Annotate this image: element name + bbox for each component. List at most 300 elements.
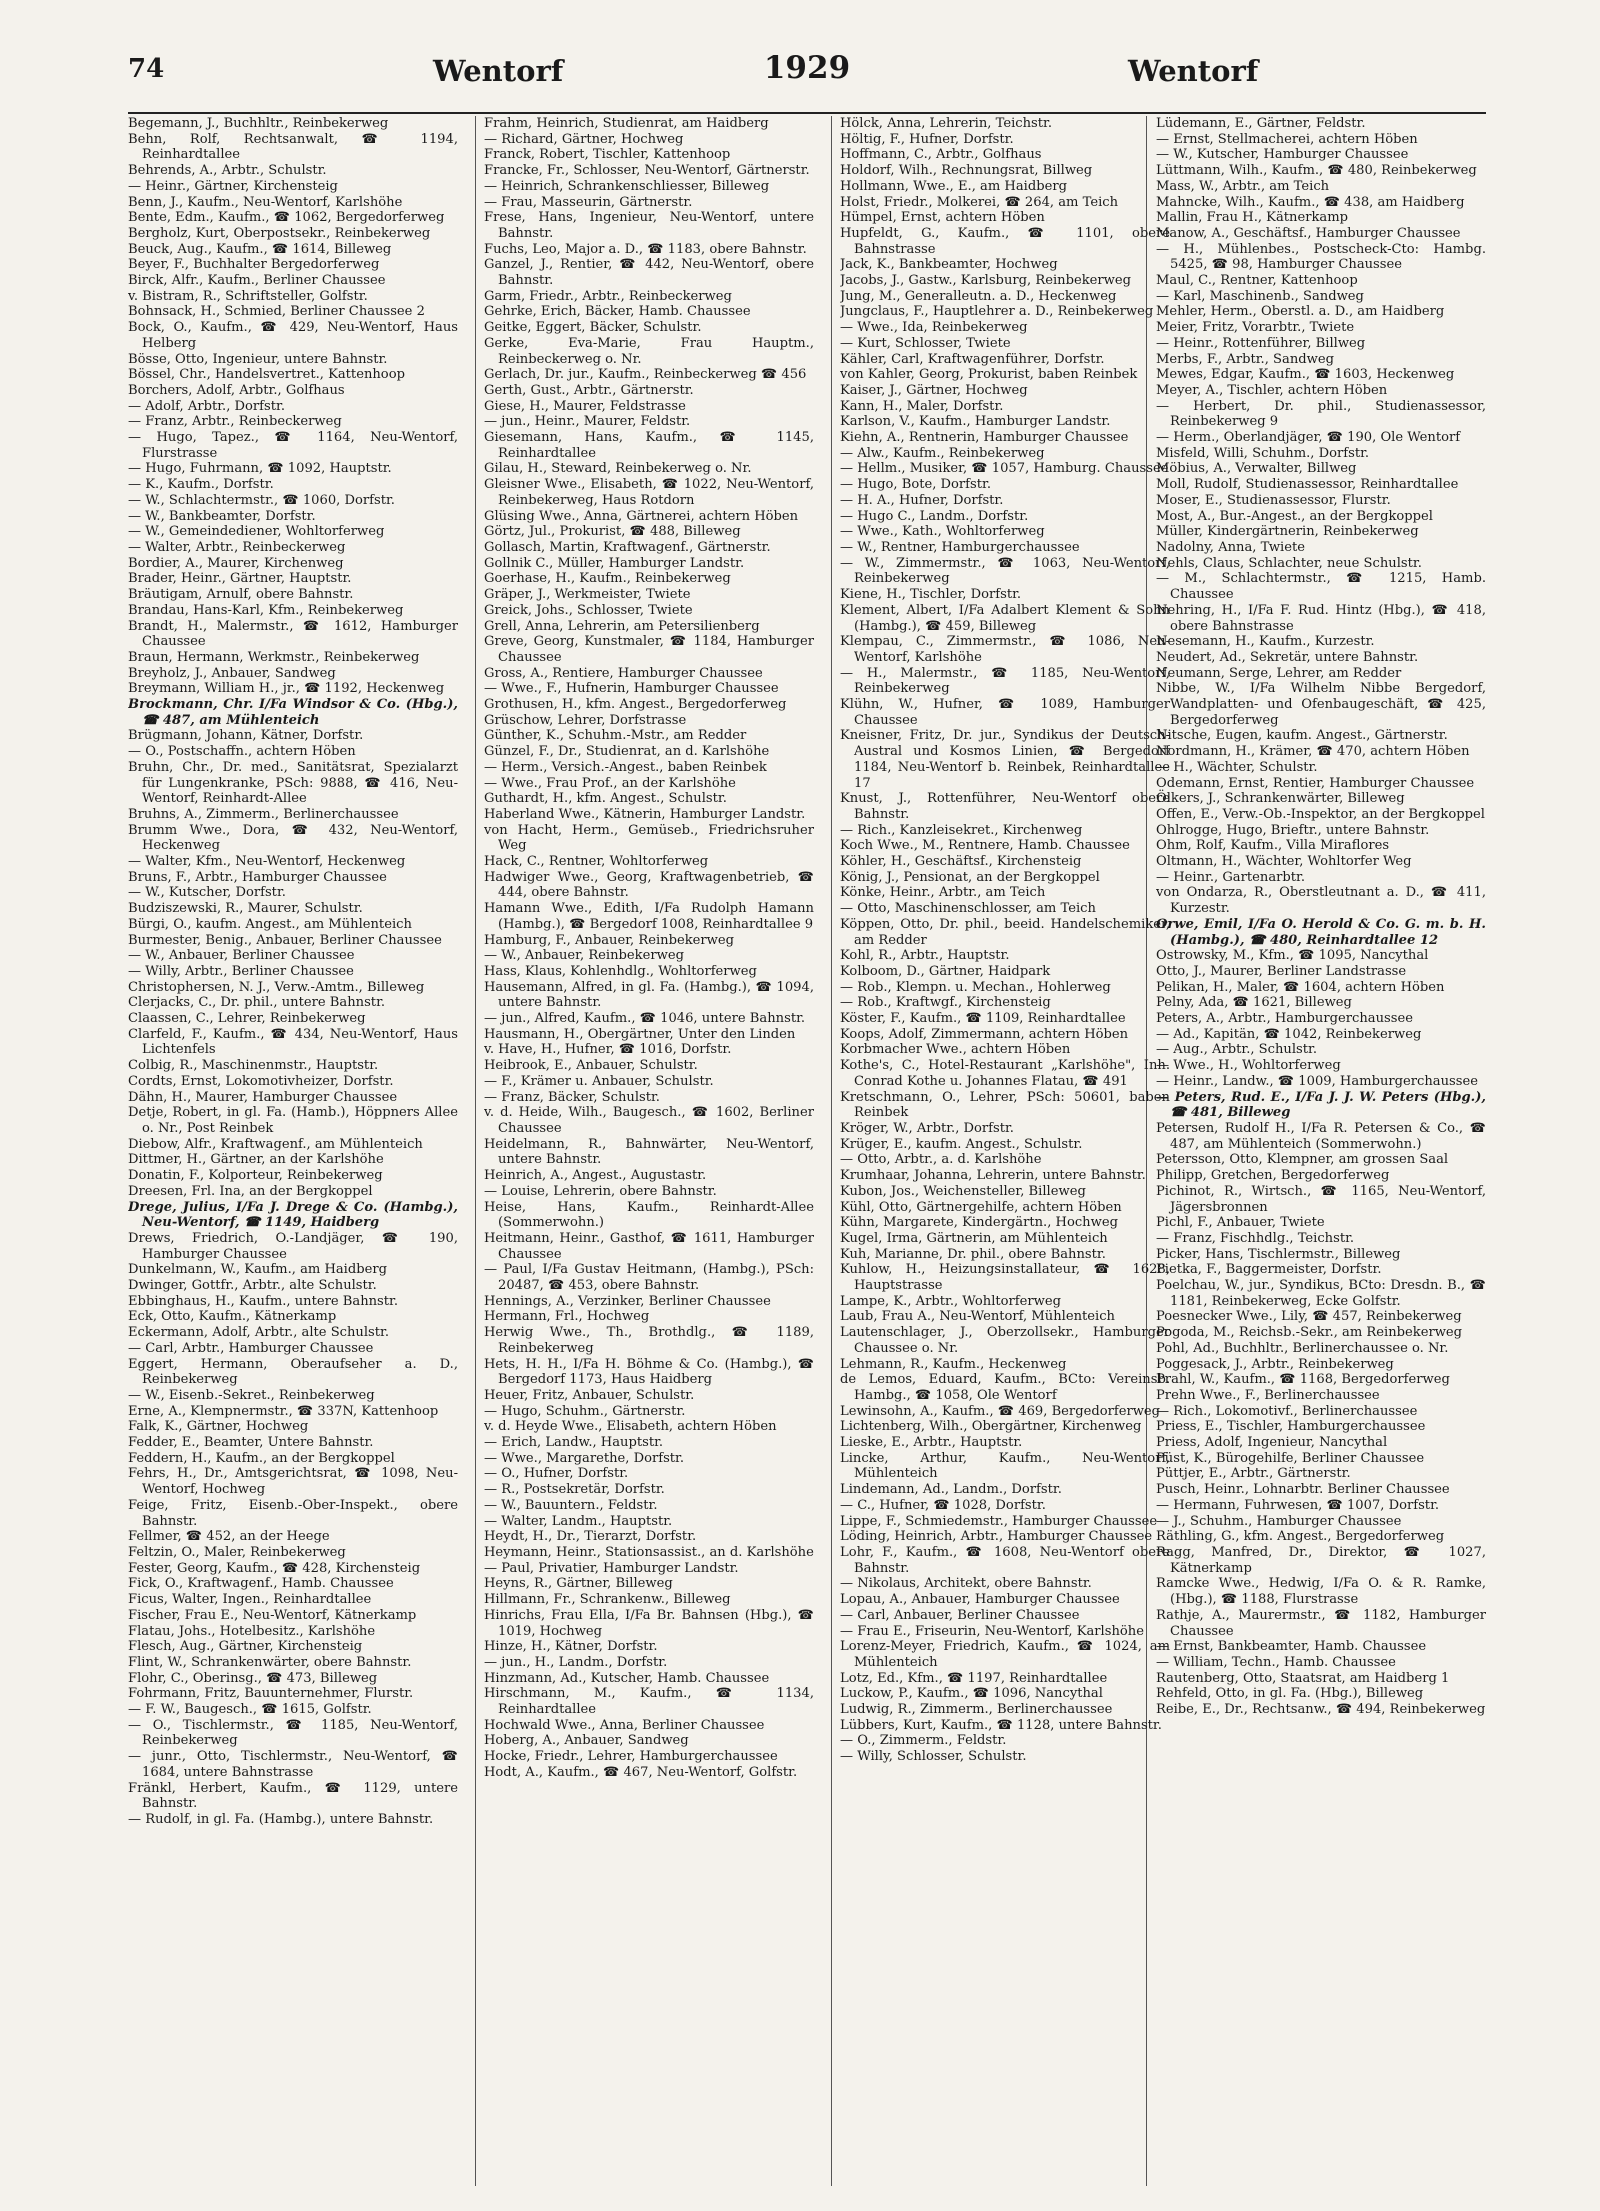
directory-entry: Lüdemann, E., Gärtner, Feldstr. xyxy=(1156,116,1366,131)
directory-entry: — Wwe., Ida, Reinbekerweg xyxy=(840,320,1028,336)
directory-entry: Lieske, E., Arbtr., Hauptstr. xyxy=(840,1435,1023,1451)
directory-entry: Günther, K., Schuhm.-Mstr., am Redder xyxy=(484,728,747,744)
directory-entry: Hupfeldt, G., Kaufm., ☎ 1101, obere Bahnstrasse xyxy=(840,225,1170,257)
directory-entry: Möbius, A., Verwalter, Billweg xyxy=(1156,461,1357,477)
directory-entry: v. Have, H., Hufner, ☎ 1016, Dorfstr. xyxy=(484,1042,732,1058)
directory-entry: Meyer, A., Tischler, achtern Höben xyxy=(1156,382,1388,398)
directory-entry: — H., Wächter, Schulstr. xyxy=(1156,759,1318,775)
directory-entry: Heidelmann, R., Bahnwärter, Neu-Wentorf, untere Bahnstr. xyxy=(484,1136,814,1168)
directory-entry: — O., Postschaffn., achtern Höben xyxy=(128,744,356,760)
directory-entry: Giesemann, Hans, Kaufm., ☎ 1145, Reinhardtallee xyxy=(484,430,814,461)
directory-entry: Heyns, R., Gärtner, Billeweg xyxy=(484,1576,673,1592)
directory-entry: — Adolf, Arbtr., Dorfstr. xyxy=(128,398,285,414)
directory-entry: Holdorf, Wilh., Rechnungsrat, Billweg xyxy=(840,163,1093,179)
directory-entry: Köhler, H., Geschäftsf., Kirchensteig xyxy=(840,854,1082,870)
directory-entry: — Rudolf, in gl. Fa. (Hambg.), untere Bahnstr. xyxy=(128,1811,434,1827)
directory-entry: Bohnsack, H., Schmied, Berliner Chaussee 2 xyxy=(128,304,425,320)
directory-entry: Krumhaar, Johanna, Lehrerin, untere Bahnstr. xyxy=(840,1168,1146,1184)
directory-entry: Orwe, Emil, I/Fa O. Herold & Co. G. m. b. H. (Hambg.), ☎ 480, Reinhardtallee 12 xyxy=(1156,916,1486,948)
directory-entry: Fick, O., Kraftwagenf., Hamb. Chaussee xyxy=(128,1576,394,1592)
directory-entry: Franck, Robert, Tischler, Kattenhoop xyxy=(484,147,731,163)
directory-entry: von Kahler, Georg, Prokurist, baben Reinbek xyxy=(840,367,1138,383)
directory-entry: — C., Hufner, ☎ 1028, Dorfstr. xyxy=(840,1497,1046,1513)
directory-entry: Neumann, Serge, Lehrer, am Redder xyxy=(1156,665,1402,681)
directory-entry: — Nikolaus, Architekt, obere Bahnstr. xyxy=(840,1576,1092,1592)
directory-entry: Lotz, Ed., Kfm., ☎ 1197, Reinhardtallee xyxy=(840,1670,1108,1686)
directory-entry: Kiene, H., Tischler, Dorfstr. xyxy=(840,587,1022,603)
directory-entry: — Kurt, Schlosser, Twiete xyxy=(840,335,1011,351)
directory-entry: Neudert, Ad., Sekretär, untere Bahnstr. xyxy=(1156,649,1419,665)
directory-entry: Hillmann, Fr., Schrankenw., Billeweg xyxy=(484,1592,731,1608)
directory-entry: Beuck, Aug., Kaufm., ☎ 1614, Billeweg xyxy=(128,241,392,257)
directory-entry: — Willy, Schlosser, Schulstr. xyxy=(840,1749,1027,1765)
directory-entry: — Ad., Kapitän, ☎ 1042, Reinbekerweg xyxy=(1156,1026,1422,1042)
directory-entry: — H. A., Hufner, Dorfstr. xyxy=(840,492,1004,508)
directory-entry: — Heinr., Gärtner, Kirchensteig xyxy=(128,178,338,194)
directory-entry: — Hugo C., Landm., Dorfstr. xyxy=(840,508,1029,524)
directory-entry: Merbs, F., Arbtr., Sandweg xyxy=(1156,351,1334,367)
directory-entry: Koops, Adolf, Zimmermann, achtern Höben xyxy=(840,1026,1129,1042)
directory-entry: Pelny, Ada, ☎ 1621, Billeweg xyxy=(1156,995,1352,1011)
directory-entry: Grüschow, Lehrer, Dorfstrasse xyxy=(484,712,687,728)
directory-entry: Giese, H., Maurer, Feldstrasse xyxy=(484,398,686,414)
directory-entry: — Wwe., F., Hufnerin, Hamburger Chaussee xyxy=(484,681,779,697)
directory-entry: — Rob., Klempn. u. Mechan., Hohlerweg xyxy=(840,979,1111,995)
directory-entry: — Herm., Oberlandjäger, ☎ 190, Ole Wentorf xyxy=(1156,430,1461,446)
directory-entry: Hadwiger Wwe., Georg, Kraftwagenbetrieb, ☎ 444, obere Bahnstr. xyxy=(484,869,814,901)
directory-entry: — W., Zimmermstr., ☎ 1063, Neu-Wentorf, Reinbekerweg xyxy=(840,555,1170,587)
directory-entry: Dunkelmann, W., Kaufm., am Haidberg xyxy=(128,1262,388,1278)
directory-entry: Heinrich, A., Angest., Augustastr. xyxy=(484,1168,707,1184)
directory-entry: — Peters, Rud. E., I/Fa J. J. W. Peters (Hbg.), ☎ 481, Billeweg xyxy=(1156,1089,1486,1121)
directory-entry: — Herm., Versich.-Angest., baben Reinbek xyxy=(484,759,767,775)
directory-entry: Moll, Rudolf, Studienassessor, Reinhardtallee xyxy=(1156,477,1459,493)
directory-entry: — K., Kaufm., Dorfstr. xyxy=(128,477,274,493)
directory-entry: Offen, E., Verw.-Ob.-Inspektor, an der Bergkoppel xyxy=(1156,806,1485,822)
directory-entry: Kubon, Jos., Weichensteller, Billeweg xyxy=(840,1183,1086,1199)
directory-entry: Nadolny, Anna, Twiete xyxy=(1156,539,1306,555)
directory-entry: Kann, H., Maler, Dorfstr. xyxy=(840,398,1004,414)
running-header xyxy=(128,50,1486,96)
directory-entry: Christophersen, N. J., Verw.-Amtm., Billeweg xyxy=(128,979,425,995)
directory-entry: — Franz, Fischhdlg., Teichstr. xyxy=(1156,1230,1355,1246)
directory-entry: — Louise, Lehrerin, obere Bahnstr. xyxy=(484,1183,717,1199)
directory-entry: Eck, Otto, Kaufm., Kätnerkamp xyxy=(128,1309,337,1325)
directory-entry: — F., Krämer u. Anbauer, Schulstr. xyxy=(484,1073,714,1089)
directory-entry: Kuh, Marianne, Dr. phil., obere Bahnstr. xyxy=(840,1246,1106,1262)
directory-entry: Hets, H. H., I/Fa H. Böhme & Co. (Hambg.), ☎ Bergedorf 1173, Haus Haidberg xyxy=(484,1356,814,1388)
directory-entry: Lorenz-Meyer, Friedrich, Kaufm., ☎ 1024, am Mühlenteich xyxy=(840,1639,1170,1670)
right-heading: Wentorf xyxy=(1128,54,1259,88)
directory-entry: Diebow, Alfr., Kraftwagenf., am Mühlenteich xyxy=(128,1136,423,1152)
directory-entry: Püst, K., Bürogehilfe, Berliner Chaussee xyxy=(1156,1450,1425,1466)
directory-entry: Drege, Julius, I/Fa J. Drege & Co. (Hambg.), Neu-Wentorf, ☎ 1149, Haidberg xyxy=(128,1199,458,1231)
directory-entry: — Heinr., Landw., ☎ 1009, Hamburgerchaussee xyxy=(1156,1073,1478,1089)
directory-entry: Haberland Wwe., Kätnerin, Hamburger Landstr. xyxy=(484,806,806,822)
directory-entry: — Walter, Arbtr., Reinbeckerweg xyxy=(128,539,346,555)
directory-entry: Hümpel, Ernst, achtern Höben xyxy=(840,210,1045,226)
directory-entry: Geitke, Eggert, Bäcker, Schulstr. xyxy=(484,320,702,336)
directory-entry: Prehn Wwe., F., Berlinerchaussee xyxy=(1156,1387,1380,1403)
directory-entry: Drews, Friedrich, O.-Landjäger, ☎ 190, Hamburger Chaussee xyxy=(128,1230,458,1262)
directory-entry: Jung, M., Generalleutn. a. D., Heckenweg xyxy=(840,288,1117,304)
directory-entry: Erne, A., Klempnermstr., ☎ 337N, Kattenhoop xyxy=(128,1403,439,1419)
directory-entry: — Willy, Arbtr., Berliner Chaussee xyxy=(128,963,354,979)
directory-entry: Braun, Hermann, Werkmstr., Reinbekerweg xyxy=(128,649,420,665)
directory-entry: — jun., Heinr., Maurer, Feldstr. xyxy=(484,414,691,430)
directory-entry: Bergholz, Kurt, Oberpostsekr., Reinbekerweg xyxy=(128,225,431,241)
directory-entry: — Frau E., Friseurin, Neu-Wentorf, Karlshöhe xyxy=(840,1623,1144,1639)
directory-entry: Heydt, H., Dr., Tierarzt, Dorfstr. xyxy=(484,1529,697,1545)
directory-entry: Hollmann, Wwe., E., am Haidberg xyxy=(840,178,1067,194)
directory-entry: Dwinger, Gottfr., Arbtr., alte Schulstr. xyxy=(128,1278,377,1294)
directory-entry: Heibrook, E., Anbauer, Schulstr. xyxy=(484,1058,698,1074)
directory-entry: Gräper, J., Werkmeister, Twiete xyxy=(484,587,691,603)
directory-entry: Hausmann, H., Obergärtner, Unter den Linden xyxy=(484,1026,796,1042)
directory-entry: Greick, Johs., Schlosser, Twiete xyxy=(484,602,693,618)
directory-entry: Heise, Hans, Kaufm., Reinhardt-Allee (Sommerwohn.) xyxy=(484,1199,814,1231)
directory-entry: — Wwe., H., Wohltorferweg xyxy=(1156,1058,1341,1074)
directory-entry: Rautenberg, Otto, Staatsrat, am Haidberg 1 xyxy=(1156,1670,1450,1686)
directory-entry: Fuchs, Leo, Major a. D., ☎ 1183, obere Bahnstr. xyxy=(484,241,807,257)
directory-entry: Mallin, Frau H., Kätnerkamp xyxy=(1156,210,1349,226)
directory-entry: Hamburg, F., Anbauer, Reinbekerweg xyxy=(484,932,734,948)
directory-entry: Kähler, Carl, Kraftwagenführer, Dorfstr. xyxy=(840,351,1105,367)
directory-entry: Herwig Wwe., Th., Brothdlg., ☎ 1189, Reinbekerweg xyxy=(484,1325,814,1356)
directory-entry: Fohrmann, Fritz, Bauunternehmer, Flurstr. xyxy=(128,1686,414,1702)
directory-entry: — William, Techn., Hamb. Chaussee xyxy=(1156,1654,1396,1670)
directory-entry: Gross, A., Rentiere, Hamburger Chaussee xyxy=(484,665,763,681)
directory-entry: — Wwe., Kath., Wohltorferweg xyxy=(840,524,1045,540)
directory-entry: — Carl, Anbauer, Berliner Chaussee xyxy=(840,1607,1080,1623)
directory-entry: — W., Kutscher, Hamburger Chaussee xyxy=(1156,147,1409,163)
directory-entry: Feddern, H., Kaufm., an der Bergkoppel xyxy=(128,1450,395,1466)
directory-entry: Flatau, Johs., Hotelbesitz., Karlshöhe xyxy=(128,1623,376,1639)
directory-entry: Gollasch, Martin, Kraftwagenf., Gärtnerstr. xyxy=(484,539,771,555)
directory-entry: — R., Postsekretär, Dorfstr. xyxy=(484,1482,665,1498)
directory-entry: Kneisner, Fritz, Dr. jur., Syndikus der Deutsch-Austral und Kosmos Linien, ☎ Bergedorf 1184, Neu-Wentorf b. Reinbek, Reinhardtallee 17 xyxy=(840,728,1170,791)
directory-entry: Nehls, Claus, Schlachter, neue Schulstr. xyxy=(1156,555,1422,571)
directory-entry: Gehrke, Erich, Bäcker, Hamb. Chaussee xyxy=(484,304,751,320)
directory-entry: Püttjer, E., Arbtr., Gärtnerstr. xyxy=(1156,1466,1351,1482)
directory-entry: Holst, Friedr., Molkerei, ☎ 264, am Teich xyxy=(840,194,1119,210)
directory-entry: Nehring, H., I/Fa F. Rud. Hintz (Hbg.), ☎ 418, obere Bahnstrasse xyxy=(1156,602,1486,634)
directory-entry: Ebbinghaus, H., Kaufm., untere Bahnstr. xyxy=(128,1293,399,1309)
directory-entry: Lübbers, Kurt, Kaufm., ☎ 1128, untere Bahnstr. xyxy=(840,1717,1162,1733)
directory-entry: Picker, Hans, Tischlermstr., Billeweg xyxy=(1156,1246,1401,1262)
directory-entry: — Hugo, Tapez., ☎ 1164, Neu-Wentorf, Flurstrasse xyxy=(128,430,458,461)
directory-entry: Karlson, V., Kaufm., Hamburger Landstr. xyxy=(840,414,1111,430)
directory-entry: König, J., Pensionat, an der Bergkoppel xyxy=(840,869,1100,885)
directory-entry: Kühn, Margarete, Kindergärtn., Hochweg xyxy=(840,1215,1118,1231)
directory-entry: Klempau, C., Zimmermstr., ☎ 1086, Neu-Wentorf, Karlshöhe xyxy=(840,634,1170,665)
directory-entry: de Lemos, Eduard, Kaufm., BCto: Vereinsb. Hambg., ☎ 1058, Ole Wentorf xyxy=(840,1372,1170,1403)
directory-entry: Dähn, H., Maurer, Hamburger Chaussee xyxy=(128,1089,398,1105)
directory-entry: Lampe, K., Arbtr., Wohltorferweg xyxy=(840,1293,1061,1309)
directory-entry: Pelikan, H., Maler, ☎ 1604, achtern Höben xyxy=(1156,979,1445,995)
directory-entry: — Paul, Privatier, Hamburger Landstr. xyxy=(484,1560,739,1576)
directory-entry: — Alw., Kaufm., Reinbekerweg xyxy=(840,445,1045,461)
directory-entry: — W., Bankbeamter, Dorfstr. xyxy=(128,508,316,524)
directory-entry: Petersson, Otto, Klempner, am grossen Saal xyxy=(1156,1152,1449,1168)
directory-entry: Flint, W., Schrankenwärter, obere Bahnstr. xyxy=(128,1654,412,1670)
directory-entry: Mehler, Herm., Oberstl. a. D., am Haidberg xyxy=(1156,304,1445,320)
directory-entry: — W., Anbauer, Berliner Chaussee xyxy=(128,948,355,964)
directory-entry: Gerth, Gust., Arbtr., Gärtnerstr. xyxy=(484,382,694,398)
directory-entry: — O., Tischlermstr., ☎ 1185, Neu-Wentorf, Reinbekerweg xyxy=(128,1717,458,1749)
directory-entry: Pogoda, M., Reichsb.-Sekr., am Reinbekerweg xyxy=(1156,1325,1463,1341)
directory-entry: Francke, Fr., Schlosser, Neu-Wentorf, Gärtnerstr. xyxy=(484,163,810,179)
directory-entry: Eggert, Hermann, Oberaufseher a. D., Reinbekerweg xyxy=(128,1356,458,1388)
directory-entry: — Hugo, Fuhrmann, ☎ 1092, Hauptstr. xyxy=(128,461,392,477)
directory-entry: Petersen, Rudolf H., I/Fa R. Petersen & Co., ☎ 487, am Mühlenteich (Sommerwohn.) xyxy=(1156,1121,1486,1152)
directory-entry: Krüger, E., kaufm. Angest., Schulstr. xyxy=(840,1136,1083,1152)
directory-entry: Fehrs, H., Dr., Amtsgerichtsrat, ☎ 1098, Neu-Wentorf, Hochweg xyxy=(128,1466,458,1498)
directory-entry: Brandau, Hans-Karl, Kfm., Reinbekerweg xyxy=(128,602,404,618)
header-rule xyxy=(128,112,1486,114)
directory-entry: Dreesen, Frl. Ina, an der Bergkoppel xyxy=(128,1183,373,1199)
directory-entry: Greve, Georg, Kunstmaler, ☎ 1184, Hamburger Chaussee xyxy=(484,634,814,665)
directory-entry: — W., Schlachtermstr., ☎ 1060, Dorfstr. xyxy=(128,492,395,508)
directory-entry: v. d. Heyde Wwe., Elisabeth, achtern Höben xyxy=(484,1419,777,1435)
directory-entry: Löding, Heinrich, Arbtr., Hamburger Chaussee xyxy=(840,1529,1153,1545)
directory-entry: Poggesack, J., Arbtr., Reinbekerweg xyxy=(1156,1356,1394,1372)
directory-entry: Fränkl, Herbert, Kaufm., ☎ 1129, untere Bahnstr. xyxy=(128,1780,458,1812)
directory-entry: Kröger, W., Arbtr., Dorfstr. xyxy=(840,1121,1014,1136)
directory-entry: — Karl, Maschinenb., Sandweg xyxy=(1156,288,1364,304)
directory-entry: v. Bistram, R., Schriftsteller, Golfstr. xyxy=(128,288,368,304)
directory-entry: Reibe, E., Dr., Rechtsanw., ☎ 494, Reinbekerweg xyxy=(1156,1702,1486,1718)
directory-entry: Behrends, A., Arbtr., Schulstr. xyxy=(128,163,327,179)
directory-entry: von Hacht, Herm., Gemüseb., Friedrichsruher Weg xyxy=(484,822,814,854)
directory-entry: Klement, Albert, I/Fa Adalbert Klement & Sohn (Hambg.), ☎ 459, Billeweg xyxy=(840,602,1170,634)
directory-entry: Bordier, A., Maurer, Kirchenweg xyxy=(128,555,344,571)
directory-entry: Hinze, H., Kätner, Dorfstr. xyxy=(484,1639,658,1655)
directory-entry: Priess, Adolf, Ingenieur, Nancythal xyxy=(1156,1435,1388,1451)
directory-entry: Kretschmann, O., Lehrer, PSch: 50601, baben Reinbek xyxy=(840,1089,1170,1121)
directory-entry: Breymann, William H., jr., ☎ 1192, Heckenweg xyxy=(128,681,445,697)
directory-entry: Hinrichs, Frau Ella, I/Fa Br. Bahnsen (Hbg.), ☎ 1019, Hochweg xyxy=(484,1607,814,1639)
directory-entry: — Heinrich, Schrankenschliesser, Billeweg xyxy=(484,178,770,194)
directory-entry: Moser, E., Studienassessor, Flurstr. xyxy=(1156,492,1391,508)
directory-entry: Lindemann, Ad., Landm., Dorfstr. xyxy=(840,1482,1062,1498)
directory-entry: Könke, Heinr., Arbtr., am Teich xyxy=(840,885,1046,901)
directory-entry: Grell, Anna, Lehrerin, am Petersilienberg xyxy=(484,618,760,634)
directory-entry: Lüttmann, Wilh., Kaufm., ☎ 480, Reinbekerweg xyxy=(1156,163,1477,179)
directory-entry: Bock, O., Kaufm., ☎ 429, Neu-Wentorf, Haus Helberg xyxy=(128,320,458,351)
directory-entry: Philipp, Gretchen, Bergedorferweg xyxy=(1156,1168,1390,1184)
directory-columns xyxy=(128,116,1486,2186)
directory-entry: Bräutigam, Arnulf, obere Bahnstr. xyxy=(128,587,354,603)
directory-entry: Hermann, Frl., Hochweg xyxy=(484,1309,650,1325)
directory-entry: Ragg, Manfred, Dr., Direktor, ☎ 1027, Kätnerkamp xyxy=(1156,1544,1486,1576)
directory-entry: Hinzmann, Ad., Kutscher, Hamb. Chaussee xyxy=(484,1670,770,1686)
directory-entry: Luckow, P., Kaufm., ☎ 1096, Nancythal xyxy=(840,1686,1103,1702)
directory-entry: — Rob., Kraftwgf., Kirchensteig xyxy=(840,995,1051,1011)
directory-entry: Mass, W., Arbtr., am Teich xyxy=(1156,178,1330,194)
directory-entry: — Hellm., Musiker, ☎ 1057, Hamburg. Chaussee xyxy=(840,461,1169,477)
directory-entry: Köppen, Otto, Dr. phil., beeid. Handelschemiker, am Redder xyxy=(840,916,1170,948)
directory-entry: Glüsing Wwe., Anna, Gärtnerei, achtern Höben xyxy=(484,508,799,524)
directory-entry: Fischer, Frau E., Neu-Wentorf, Kätnerkamp xyxy=(128,1607,417,1623)
directory-entry: Lohr, F., Kaufm., ☎ 1608, Neu-Wentorf obere Bahnstr. xyxy=(840,1544,1170,1576)
directory-entry: — O., Hufner, Dorfstr. xyxy=(484,1466,629,1482)
directory-entry: Kiehn, A., Rentnerin, Hamburger Chaussee xyxy=(840,430,1129,446)
directory-entry: Müller, Kindergärtnerin, Reinbekerweg xyxy=(1156,524,1419,540)
directory-entry: — jun., H., Landm., Dorfstr. xyxy=(484,1654,668,1670)
directory-entry: — Richard, Gärtner, Hochweg xyxy=(484,131,684,147)
directory-entry: Kugel, Irma, Gärtnerin, am Mühlenteich xyxy=(840,1230,1108,1246)
directory-entry: Brügmann, Johann, Kätner, Dorfstr. xyxy=(128,728,364,744)
directory-entry: Hocke, Friedr., Lehrer, Hamburgerchaussee xyxy=(484,1749,778,1765)
directory-entry: Peters, A., Arbtr., Hamburgerchaussee xyxy=(1156,1011,1413,1027)
directory-entry: Mahncke, Wilh., Kaufm., ☎ 438, am Haidberg xyxy=(1156,194,1465,210)
directory-entry: — Hermann, Fuhrwesen, ☎ 1007, Dorfstr. xyxy=(1156,1497,1440,1513)
page-number: 74 xyxy=(128,54,165,84)
directory-entry: — W., Rentner, Hamburgerchaussee xyxy=(840,539,1080,555)
directory-entry: — J., Schuhm., Hamburger Chaussee xyxy=(1156,1513,1402,1529)
directory-entry: Hack, C., Rentner, Wohltorferweg xyxy=(484,854,709,870)
directory-column-2 xyxy=(484,116,814,2186)
directory-entry: Räthling, G., kfm. Angest., Bergedorferweg xyxy=(1156,1529,1445,1545)
directory-entry: Koch Wwe., M., Rentnere, Hamb. Chaussee xyxy=(840,838,1130,854)
directory-entry: Günzel, F., Dr., Studienrat, an d. Karlshöhe xyxy=(484,744,770,760)
directory-entry: Poesnecker Wwe., Lily, ☎ 457, Reinbekerweg xyxy=(1156,1309,1462,1325)
directory-entry: Flohr, C., Oberinsg., ☎ 473, Billeweg xyxy=(128,1670,378,1686)
directory-entry: Oltmann, H., Wächter, Wohltorfer Weg xyxy=(1156,854,1412,870)
directory-entry: — jun., Alfred, Kaufm., ☎ 1046, untere Bahnstr. xyxy=(484,1011,806,1027)
directory-entry: Beyer, F., Buchhalter Bergedorferweg xyxy=(128,257,380,273)
directory-entry: Brader, Heinr., Gärtner, Hauptstr. xyxy=(128,571,352,587)
directory-entry: Misfeld, Willi, Schuhm., Dorfstr. xyxy=(1156,445,1370,461)
directory-entry: Most, A., Bur.-Angest., an der Bergkoppel xyxy=(1156,508,1433,524)
directory-entry: Kolboom, D., Gärtner, Haidpark xyxy=(840,963,1051,979)
directory-entry: Laub, Frau A., Neu-Wentorf, Mühlenteich xyxy=(840,1309,1115,1325)
directory-entry: Köster, F., Kaufm., ☎ 1109, Reinhardtallee xyxy=(840,1011,1126,1027)
directory-entry: — Rich., Kanzleisekret., Kirchenweg xyxy=(840,822,1083,838)
directory-entry: Jungclaus, F., Hauptlehrer a. D., Reinbekerweg xyxy=(840,304,1154,320)
year-heading: 1929 xyxy=(763,50,851,86)
directory-entry: Guthardt, H., kfm. Angest., Schulstr. xyxy=(484,791,727,807)
directory-entry: Heitmann, Heinr., Gasthof, ☎ 1611, Hamburger Chaussee xyxy=(484,1230,814,1262)
directory-entry: Donatin, F., Kolporteur, Reinbekerweg xyxy=(128,1168,383,1184)
directory-entry: Gerke, Eva-Marie, Frau Hauptm., Reinbeckerweg o. Nr. xyxy=(484,335,814,367)
directory-entry: Ostrowsky, M., Kfm., ☎ 1095, Nancythal xyxy=(1156,948,1429,964)
directory-entry: Brandt, H., Malermstr., ☎ 1612, Hamburger Chaussee xyxy=(128,618,458,650)
directory-entry: Colbig, R., Maschinenmstr., Hauptstr. xyxy=(128,1058,379,1074)
directory-entry: Detje, Robert, in gl. Fa. (Hamb.), Höppners Allee o. Nr., Post Reinbek xyxy=(128,1105,458,1136)
directory-entry: Korbmacher Wwe., achtern Höben xyxy=(840,1042,1071,1058)
directory-entry: Pohl, Ad., Buchhltr., Berlinerchaussee o. Nr. xyxy=(1156,1340,1449,1356)
directory-entry: — Carl, Arbtr., Hamburger Chaussee xyxy=(128,1340,374,1356)
directory-entry: Bruhn, Chr., Dr. med., Sanitätsrat, Spezialarzt für Lungenkranke, PSch: 9888, ☎ 416, Neu-Wentorf, Reinhardt-Allee xyxy=(128,759,458,807)
directory-entry: — M., Schlachtermstr., ☎ 1215, Hamb. Chaussee xyxy=(1156,571,1486,603)
directory-entry: Hochwald Wwe., Anna, Berliner Chaussee xyxy=(484,1717,765,1733)
directory-entry: v. d. Heide, Wilh., Baugesch., ☎ 1602, Berliner Chaussee xyxy=(484,1105,814,1136)
directory-entry: Bössel, Chr., Handelsvertret., Kattenhoop xyxy=(128,367,405,383)
directory-entry: Grothusen, H., kfm. Angest., Bergedorferweg xyxy=(484,697,787,713)
directory-entry: Prahl, W., Kaufm., ☎ 1168, Bergedorferweg xyxy=(1156,1372,1450,1388)
directory-entry: Garm, Friedr., Arbtr., Reinbeckerweg xyxy=(484,288,732,304)
directory-column-1 xyxy=(128,116,458,2186)
directory-entry: Nesemann, H., Kaufm., Kurzestr. xyxy=(1156,634,1375,650)
directory-entry: Claassen, C., Lehrer, Reinbekerweg xyxy=(128,1011,366,1027)
directory-entry: Ramcke Wwe., Hedwig, I/Fa O. & R. Ramke, (Hbg.), ☎ 1188, Flurstrasse xyxy=(1156,1576,1486,1608)
directory-entry: Görtz, Jul., Prokurist, ☎ 488, Billeweg xyxy=(484,524,741,540)
directory-entry: Gleisner Wwe., Elisabeth, ☎ 1022, Neu-Wentorf, Reinbekerweg, Haus Rotdorn xyxy=(484,477,814,508)
directory-entry: — Walter, Kfm., Neu-Wentorf, Heckenweg xyxy=(128,854,406,870)
directory-entry: — Heinr., Rottenführer, Billweg xyxy=(1156,335,1366,351)
directory-entry: Kuhlow, H., Heizungsinstallateur, ☎ 1628, Hauptstrasse xyxy=(840,1262,1170,1294)
directory-entry: Knust, J., Rottenführer, Neu-Wentorf obere Bahnstr. xyxy=(840,791,1170,822)
directory-entry: Bruns, F., Arbtr., Hamburger Chaussee xyxy=(128,869,387,885)
directory-entry: Meier, Fritz, Vorarbtr., Twiete xyxy=(1156,320,1355,336)
directory-entry: Jacobs, J., Gastw., Karlsburg, Reinbekerweg xyxy=(840,273,1131,289)
directory-entry: Gollnik C., Müller, Hamburger Landstr. xyxy=(484,555,745,571)
directory-entry: Hodt, A., Kaufm., ☎ 467, Neu-Wentorf, Golfstr. xyxy=(484,1764,798,1780)
directory-entry: Gerlach, Dr. jur., Kaufm., Reinbeckerweg ☎ 456 xyxy=(484,367,807,383)
directory-entry: Begemann, J., Buchhltr., Reinbekerweg xyxy=(128,116,389,131)
directory-entry: Ficus, Walter, Ingen., Reinhardtallee xyxy=(128,1592,372,1608)
directory-entry: Nibbe, W., I/Fa Wilhelm Nibbe Bergedorf, Wandplatten- und Ofenbaugeschäft, ☎ 425, Bergedorferweg xyxy=(1156,681,1486,728)
directory-entry: Behn, Rolf, Rechtsanwalt, ☎ 1194, Reinhardtallee xyxy=(128,131,458,163)
directory-entry: Kohl, R., Arbtr., Hauptstr. xyxy=(840,948,1010,964)
directory-entry: Frese, Hans, Ingenieur, Neu-Wentorf, untere Bahnstr. xyxy=(484,210,814,241)
directory-entry: Fester, Georg, Kaufm., ☎ 428, Kirchensteig xyxy=(128,1560,421,1576)
directory-entry: Odemann, Ernst, Rentier, Hamburger Chaussee xyxy=(1156,775,1475,791)
directory-column-4 xyxy=(1156,116,1486,2186)
directory-entry: — Ernst, Stellmacherei, achtern Höben xyxy=(1156,131,1418,147)
directory-entry: Bürgi, O., kaufm. Angest., am Mühlenteich xyxy=(128,916,412,932)
directory-entry: — Hugo, Bote, Dorfstr. xyxy=(840,477,991,493)
directory-entry: Lichtenberg, Wilh., Obergärtner, Kirchenweg xyxy=(840,1419,1142,1435)
directory-entry: Gilau, H., Steward, Reinbekerweg o. Nr. xyxy=(484,461,752,477)
directory-entry: Kaiser, J., Gärtner, Hochweg xyxy=(840,382,1028,398)
directory-entry: Pusch, Heinr., Lohnarbtr. Berliner Chaussee xyxy=(1156,1482,1450,1498)
directory-entry: Rathje, A., Maurermstr., ☎ 1182, Hamburger Chaussee xyxy=(1156,1607,1486,1639)
directory-entry: — Herbert, Dr. phil., Studienassessor, Reinbekerweg 9 xyxy=(1156,398,1486,430)
directory-entry: — Erich, Landw., Hauptstr. xyxy=(484,1435,664,1451)
directory-entry: Hoberg, A., Anbauer, Sandweg xyxy=(484,1733,689,1749)
directory-entry: Dittmer, H., Gärtner, an der Karlshöhe xyxy=(128,1152,384,1168)
directory-entry: Rehfeld, Otto, in gl. Fa. (Hbg.), Billeweg xyxy=(1156,1686,1424,1702)
directory-entry: — Wwe., Frau Prof., an der Karlshöhe xyxy=(484,775,736,791)
directory-entry: Clarfeld, F., Kaufm., ☎ 434, Neu-Wentorf, Haus Lichtenfels xyxy=(128,1026,458,1058)
directory-entry: Hamann Wwe., Edith, I/Fa Rudolph Hamann (Hambg.), ☎ Bergedorf 1008, Reinhardtallee 9 xyxy=(484,901,814,932)
directory-entry: Bösse, Otto, Ingenieur, untere Bahnstr. xyxy=(128,351,388,367)
directory-entry: Hennings, A., Verzinker, Berliner Chaussee xyxy=(484,1293,771,1309)
directory-entry: — Wwe., Margarethe, Dorfstr. xyxy=(484,1450,685,1466)
directory-entry: Nitsche, Eugen, kaufm. Angest., Gärtnerstr. xyxy=(1156,728,1448,744)
directory-entry: — Walter, Landm., Hauptstr. xyxy=(484,1513,673,1529)
directory-entry: — Otto, Maschinenschlosser, am Teich xyxy=(840,901,1096,917)
directory-entry: Lewinsohn, A., Kaufm., ☎ 469, Bergedorferweg xyxy=(840,1403,1161,1419)
directory-entry: Cordts, Ernst, Lokomotivheizer, Dorfstr. xyxy=(128,1073,394,1089)
directory-entry: Frahm, Heinrich, Studienrat, am Haidberg xyxy=(484,116,769,131)
directory-entry: — H., Mühlenbes., Postscheck-Cto: Hambg. 5425, ☎ 98, Hamburger Chaussee xyxy=(1156,241,1486,273)
directory-entry: — Ernst, Bankbeamter, Hamb. Chaussee xyxy=(1156,1639,1427,1655)
directory-entry: Hirschmann, M., Kaufm., ☎ 1134, Reinhardtallee xyxy=(484,1686,814,1718)
directory-entry: Bruhns, A., Zimmerm., Berlinerchaussee xyxy=(128,806,399,822)
directory-entry: — Paul, I/Fa Gustav Heitmann, (Hambg.), PSch: 20487, ☎ 453, obere Bahnstr. xyxy=(484,1262,814,1294)
directory-entry: Ohlrogge, Hugo, Brieftr., untere Bahnstr. xyxy=(1156,822,1430,838)
directory-entry: Brumm Wwe., Dora, ☎ 432, Neu-Wentorf, Heckenweg xyxy=(128,822,458,854)
directory-entry: Pichinot, R., Wirtsch., ☎ 1165, Neu-Wentorf, Jägersbronnen xyxy=(1156,1183,1486,1215)
directory-entry: Ölkers, J., Schrankenwärter, Billeweg xyxy=(1156,791,1405,807)
directory-entry: — Heinr., Gartenarbtr. xyxy=(1156,869,1306,885)
directory-entry: Lautenschlager, J., Oberzollsekr., Hamburger Chaussee o. Nr. xyxy=(840,1325,1170,1356)
directory-entry: — junr., Otto, Tischlermstr., Neu-Wentorf, ☎ 1684, untere Bahnstrasse xyxy=(128,1749,458,1780)
